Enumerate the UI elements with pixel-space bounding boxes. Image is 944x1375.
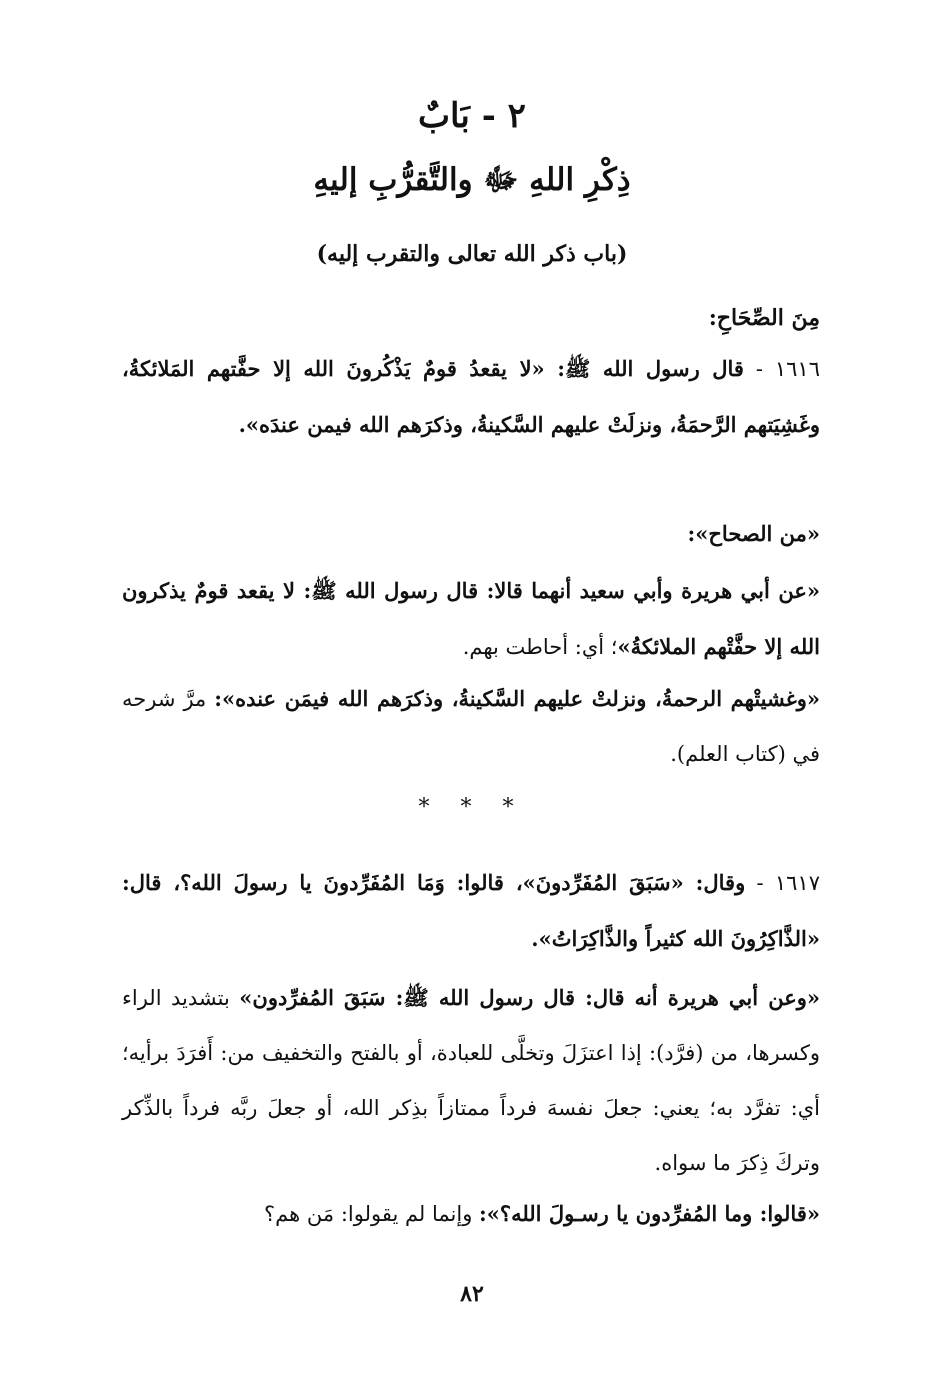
commentary-text: مرَّ شرحه في (كتاب العلم). xyxy=(122,687,820,766)
commentary-quote: «وغشيتْهم الرحمةُ، ونزلتْ عليهم السَّكينةُ، وذكرَهم الله فيمَن عنده»: xyxy=(214,686,820,711)
page-number: ٨٢ xyxy=(460,1281,484,1307)
commentary-paragraph xyxy=(122,970,820,1191)
commentary-paragraph xyxy=(122,506,820,562)
commentary-quote: «عن أبي هريرة وأبي سعيد أنهما قالا: قال رسول الله ﷺ: لا يقعد قومٌ يذكرون الله إلا حفَّتْهم الملائكةُ» xyxy=(122,578,820,659)
commentary-paragraph xyxy=(122,563,820,675)
hadith-1617 xyxy=(122,855,820,967)
commentary-text: ؛ أي: أحاطت بهم. xyxy=(462,635,618,659)
commentary-quote: «وعن أبي هريرة أنه قال: قال رسول الله ﷺ: سَبَقَ المُفرِّدون» xyxy=(239,985,821,1010)
commentary-paragraph xyxy=(122,1186,820,1242)
commentary-paragraph xyxy=(122,671,820,782)
hadith-text: قال رسول الله ﷺ: «لا يقعدُ قومٌ يَذْكُرونَ الله إلا حفَّتهم المَلائكةُ، وغَشِيَتهم الرَّحمَةُ، ونزلَتْ عليهم السَّكينةُ، وذكرَهم الله فيمن عندَه». xyxy=(122,356,820,437)
section-heading: مِنَ الصِّحَاحِ: xyxy=(708,305,820,331)
hadith-number: ١٦١٧ - xyxy=(745,871,820,895)
commentary-text: وإنما لم يقولوا: مَن هم؟ xyxy=(264,1202,480,1226)
section-separator: * * * xyxy=(418,795,526,820)
hadith-number: ١٦١٦ - xyxy=(743,357,820,381)
commentary-quote: «قالوا: وما المُفرِّدون يا رسـولَ الله؟»: xyxy=(479,1201,820,1226)
chapter-subtitle: (باب ذكر الله تعالى والتقرب إليه) xyxy=(316,241,628,267)
hadith-text: وقال: «سَبَقَ المُفَرِّدونَ»، قالوا: وَمَا المُفَرِّدونَ يا رسولَ الله؟، قال: «الذَّاكِرُونَ الله كثيراً والذَّاكِرَاتُ». xyxy=(122,870,820,951)
commentary-quote: «من الصحاح»: xyxy=(687,521,820,546)
chapter-title: ذِكْرِ اللهِ ﷻ والتَّقرُّبِ إليهِ xyxy=(313,162,631,198)
chapter-label: ٢ - بَابٌ xyxy=(418,96,526,136)
hadith-1616 xyxy=(122,341,820,453)
commentary-text: بتشديد الراء وكسرها، من (فرَّد): إذا اعتزَلَ وتخلَّى للعبادة، أو بالفتح والتخفيف من: أَفرَدَ برأيه؛ أي: تفرَّد به؛ يعني: جعلَ نفسهَ فرداً ممتازاً بذِكر الله، أو جعلَ ربَّه فرداً بالذِّكر وتركَ ذِكرَ ما سواه. xyxy=(122,986,820,1175)
